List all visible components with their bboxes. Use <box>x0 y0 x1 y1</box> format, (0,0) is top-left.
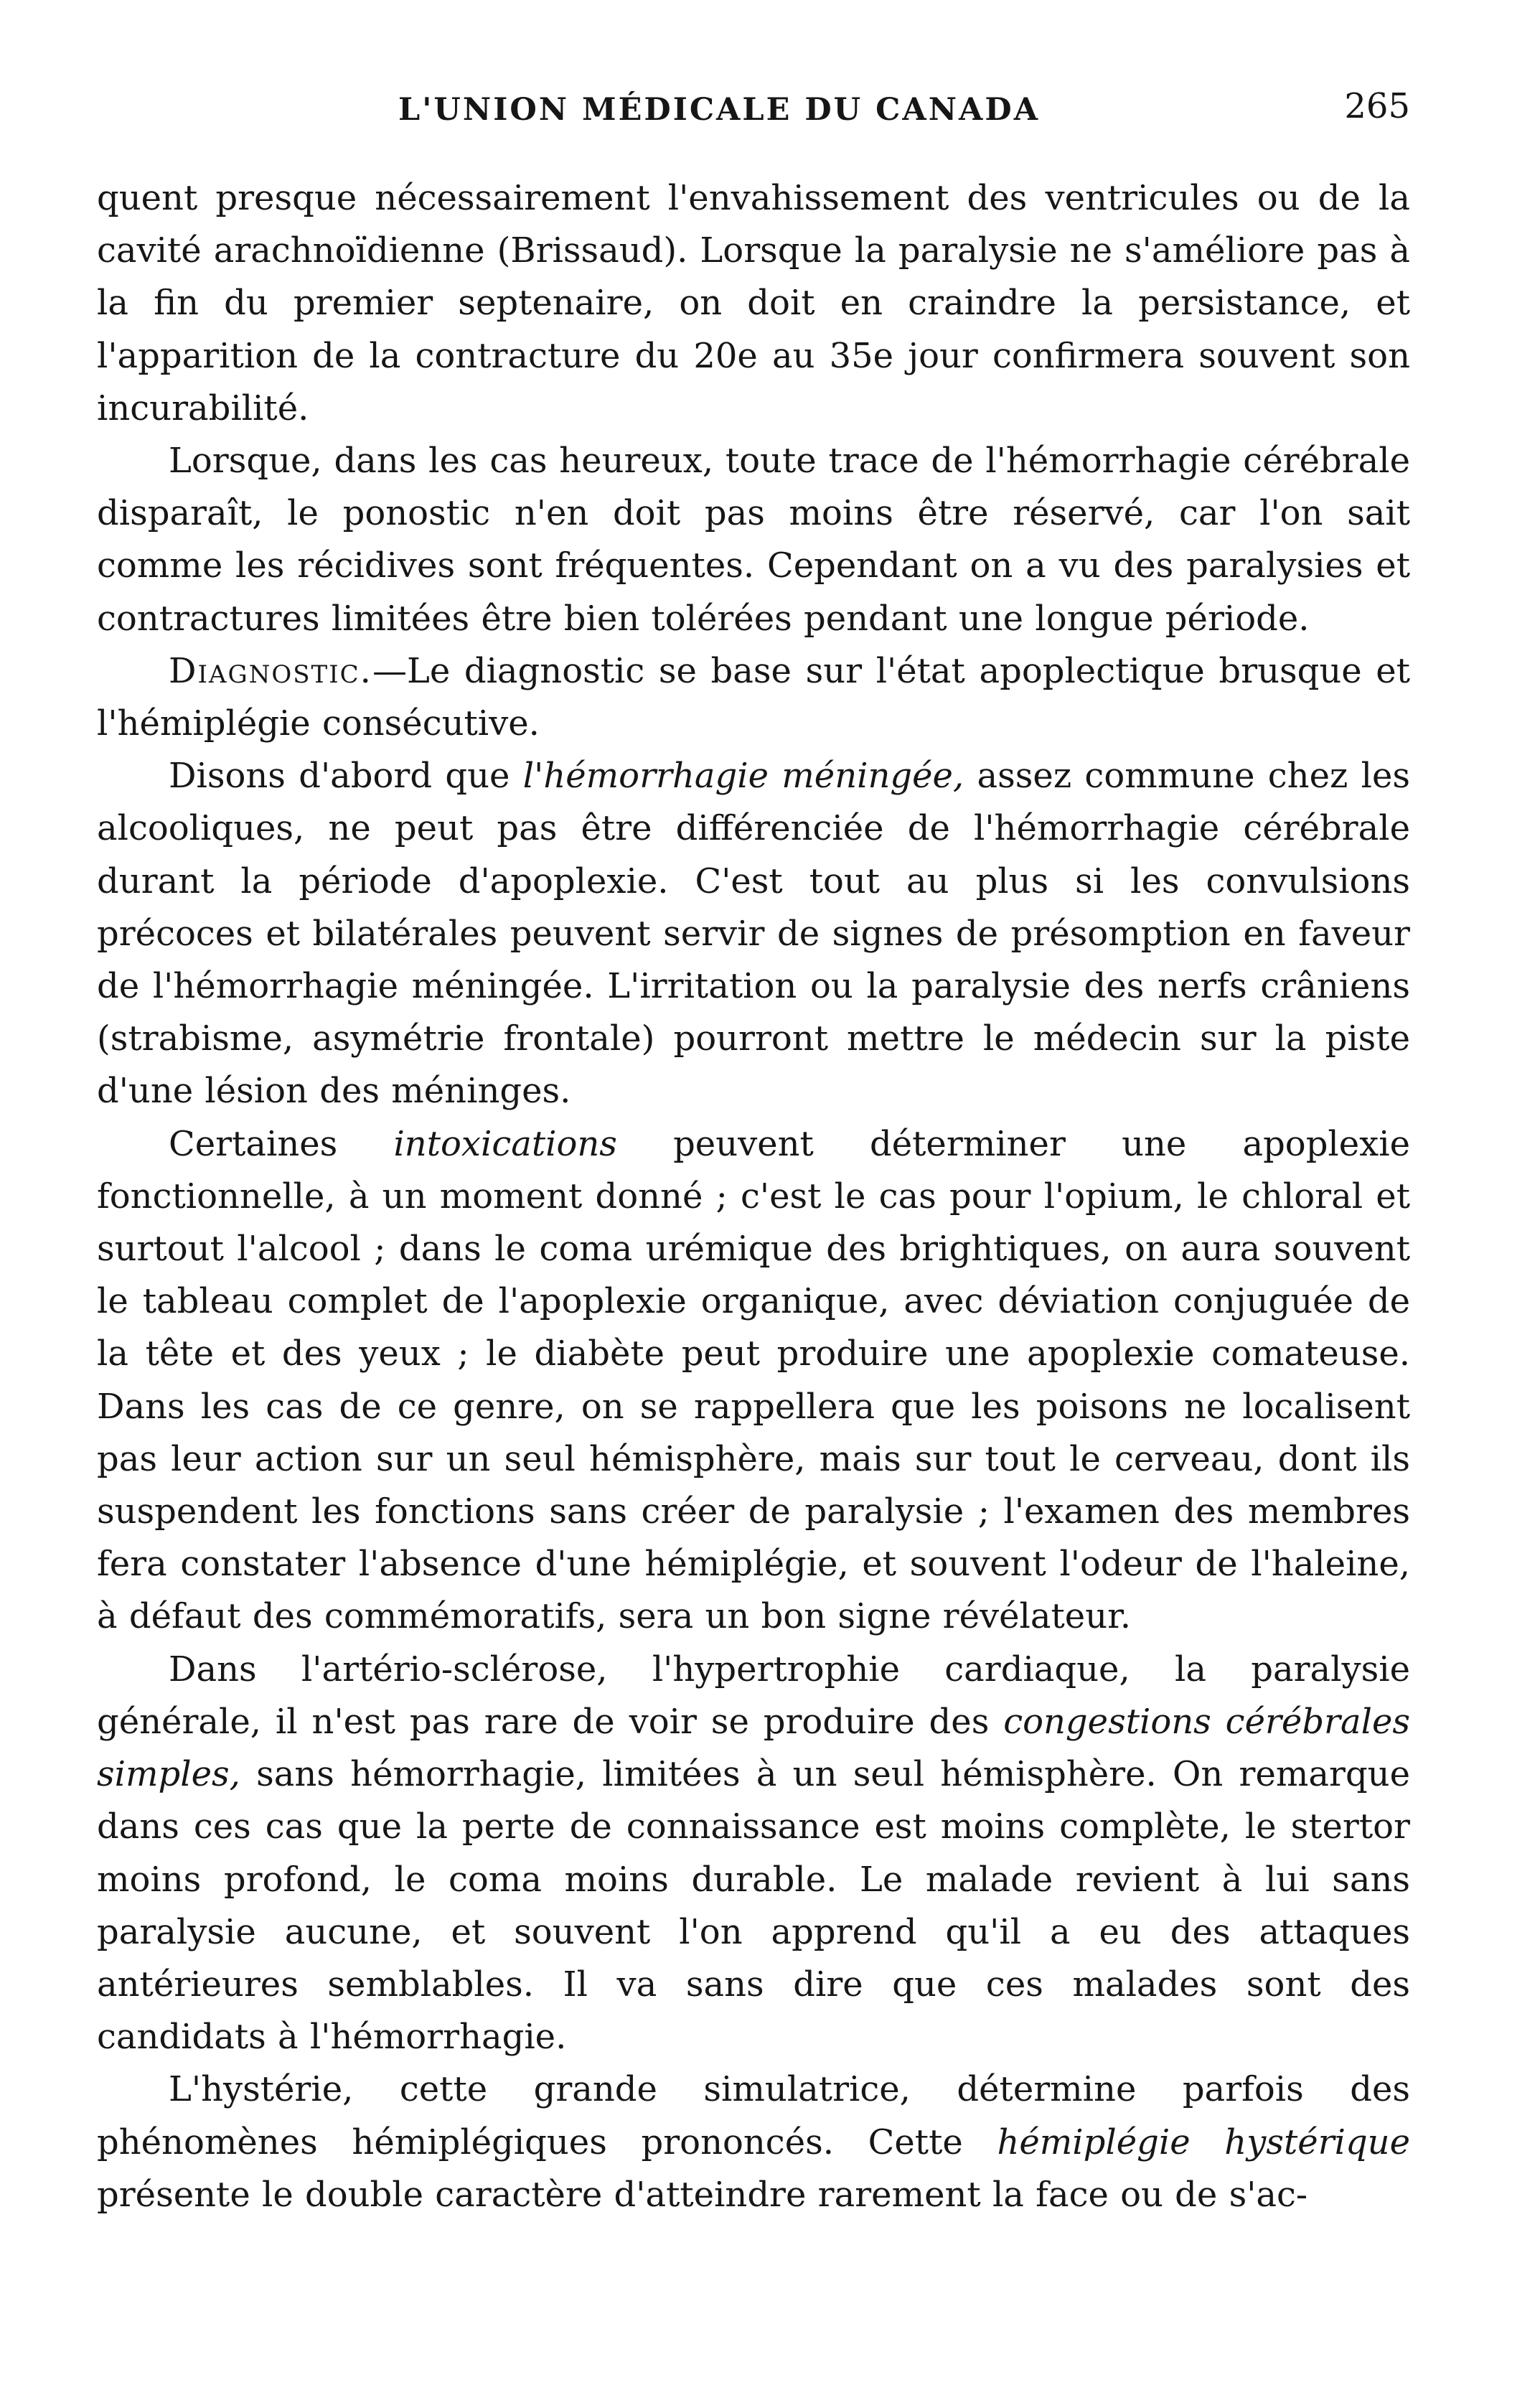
paragraph-5 <box>97 1118 1410 1644</box>
paragraph-text: assez commune chez les alcooliques, ne peut pas être différenciée de l'hémorrhagie cérébrale durant la période d'apoplexie. C'est tout au plus si les convulsions précoces et bilatérales peuvent servir de signes de présomption en faveur de l'hémorrhagie méningée. L'irritation ou la paralysie des nerfs crâniens (strabisme, asymétrie frontale) pourront mettre le médecin sur la piste d'une lésion des méninges. <box>97 756 1411 1112</box>
section-heading: Diagnostic. <box>169 650 372 691</box>
paragraph-1 <box>97 172 1410 435</box>
paragraph-text-start: Disons d'abord que <box>169 756 523 797</box>
paragraph-text: sans hémorrhagie, limitées à un seul hémisphère. On remarque dans ces cas que la perte de connaissance est moins complète, le stertor moins profond, le coma moins durable. Le malade revient à lui sans paralysie aucune, et souvent l'on apprend qu'il a eu des attaques antérieures semblables. Il va sans dire que ces malades sont des candidats à l'hémorrhagie. <box>97 1754 1410 2058</box>
document-page <box>97 79 1410 2221</box>
paragraph-text: peuvent déterminer une apoplexie fonctionnelle, à un moment donné ; c'est le cas pour l'opium, le chloral et surtout l'alcool ; dans le coma urémique des brightiques, on aura souvent le tableau complet de l'apoplexie organique, avec déviation conjuguée de la tête et des yeux ; le diabète peut produire une apoplexie comateuse. Dans les cas de ce genre, on se rappellera que les poisons ne localisent pas leur action sur un seul hémisphère, mais sur tout le cerveau, dont ils suspendent les fonctions sans créer de paralysie ; l'examen des membres fera constater l'absence d'une hémiplégie, et souvent l'odeur de l'haleine, à défaut des commémoratifs, sera un bon signe révélateur. <box>97 1123 1411 1637</box>
paragraph-4 <box>97 750 1410 1117</box>
italic-term: l'hémorrhagie méningée, <box>522 756 964 797</box>
paragraph-text: —Le diagnostic se base sur l'état apoplectique brusque et l'hémiplégie consécutive. <box>97 650 1410 744</box>
paragraph-text: présente le double caractère d'atteindre rarement la face ou de s'ac- <box>97 2174 1308 2215</box>
paragraph-text-start: Dans l'artério-sclérose, l'hypertrophie cardiaque, la paralysie générale, il n'est pas rare de voir se produire des <box>97 1649 1410 1742</box>
body-text <box>97 172 1410 2221</box>
running-title: L'UNION MÉDICALE DU CANADA <box>398 92 1041 128</box>
italic-term: hémiplégie hystérique <box>997 2122 1410 2162</box>
paragraph-text: quent presque nécessairement l'envahissement des ventricules ou de la cavité arachnoïdienne (Brissaud). Lorsque la paralysie ne s'améliore pas à la fin du premier septenaire, on doit en craindre la persistance, et l'apparition de la contracture du 20e au 35e jour confirmera souvent son incurabilité. <box>97 178 1410 428</box>
paragraph-3-diagnostic <box>97 645 1410 750</box>
paragraph-6 <box>97 1644 1410 2064</box>
italic-term: congestions cérébrales simples, <box>97 1701 1411 1795</box>
paragraph-text: Lorsque, dans les cas heureux, toute trace de l'hémorrhagie cérébrale disparaît, le ponostic n'en doit pas moins être réservé, car l'on sait comme les récidives sont fréquentes. Cependant on a vu des paralysies et contractures limitées être bien tolérées pendant une longue période. <box>97 441 1410 639</box>
page-header <box>97 79 1410 136</box>
paragraph-text-start: L'hystérie, cette grande simulatrice, détermine parfois des phénomènes hémiplégiques prononcés. Cette <box>97 2069 1410 2162</box>
page-number: 265 <box>1344 86 1410 126</box>
italic-term: intoxications <box>393 1123 617 1164</box>
paragraph-text-start: Certaines <box>169 1123 394 1164</box>
paragraph-2 <box>97 435 1410 645</box>
paragraph-7 <box>97 2063 1410 2221</box>
